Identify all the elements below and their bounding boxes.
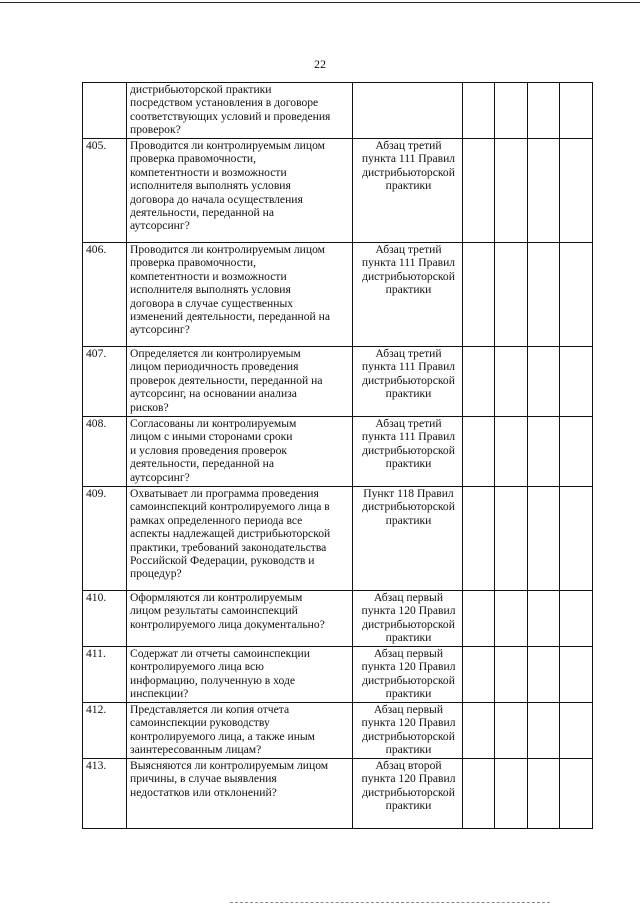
reference-line: Абзац третий: [375, 417, 442, 430]
answer-cell[interactable]: [528, 759, 560, 829]
question-line: контролируемого лица, а также иным: [130, 729, 316, 743]
answer-cell[interactable]: [528, 83, 560, 139]
reference-line: дистрибьюторской: [362, 373, 455, 387]
item-number: 412.: [83, 703, 127, 759]
reference-line: пункта 111 Правил: [361, 256, 456, 270]
question-line: рамках определенного периода все: [130, 513, 303, 527]
answer-cell[interactable]: [463, 139, 495, 243]
question-line: соответствующих условий и проведения: [130, 109, 331, 123]
answer-cell[interactable]: [560, 417, 593, 487]
question-cell: [127, 487, 353, 591]
question-line: Представляется ли копия отчета: [130, 703, 290, 716]
answer-cell[interactable]: [463, 243, 495, 347]
question-line: аутсорсинг?: [130, 323, 190, 337]
reference-line: практики: [385, 179, 432, 193]
question-line: информацию, полученную в ходе: [130, 673, 296, 687]
question-cell: [127, 243, 353, 347]
question-line: процедур?: [130, 567, 182, 581]
question-cell: [127, 83, 353, 139]
table-row: [83, 417, 593, 487]
answer-cell[interactable]: [560, 487, 593, 591]
answer-cell[interactable]: [495, 759, 528, 829]
answer-cell[interactable]: [463, 647, 495, 703]
question-line: аутсорсинг, на основании анализа: [130, 387, 297, 401]
reference-line: дистрибьюторской: [362, 729, 455, 743]
question-line: рисков?: [130, 400, 169, 414]
answer-cell[interactable]: [495, 417, 528, 487]
question-line: деятельности, переданной на: [130, 457, 275, 471]
question-line: контролируемого лица документально?: [130, 617, 325, 631]
table-row: [83, 703, 593, 759]
reference-line: Абзац третий: [375, 347, 442, 360]
answer-cell[interactable]: [560, 83, 593, 139]
reference-cell: [353, 703, 463, 759]
reference-line: Абзац третий: [375, 139, 442, 152]
question-line: недостатков или отклонений?: [130, 785, 277, 799]
question-cell: [127, 417, 353, 487]
item-number: 407.: [83, 347, 127, 417]
item-number: 406.: [83, 243, 127, 347]
reference-line: Абзац первый: [373, 703, 444, 716]
table-row: [83, 759, 593, 829]
reference-cell: [353, 591, 463, 647]
answer-cell[interactable]: [463, 487, 495, 591]
question-line: Оформляются ли контролируемым: [130, 591, 303, 604]
reference-cell: [353, 647, 463, 703]
question-line: проверка правомочности,: [130, 256, 257, 270]
answer-cell[interactable]: [495, 139, 528, 243]
reference-line: практики: [385, 457, 432, 471]
question-line: контролируемого лица всю: [130, 660, 264, 674]
answer-cell[interactable]: [528, 347, 560, 417]
question-line: Проводится ли контролируемым лицом: [130, 139, 325, 152]
reference-line: пункта 111 Правил: [361, 430, 456, 444]
item-number: 408.: [83, 417, 127, 487]
question-cell: [127, 759, 353, 829]
answer-cell[interactable]: [560, 139, 593, 243]
answer-cell[interactable]: [528, 591, 560, 647]
item-number: 405.: [83, 139, 127, 243]
item-number: 409.: [83, 487, 127, 591]
question-line: проверок деятельности, переданной на: [130, 373, 323, 387]
reference-line: пункта 120 Правил: [361, 716, 456, 730]
question-cell: [127, 139, 353, 243]
question-line: исполнителя выполнять условия: [130, 179, 291, 193]
question-line: причины, в случае выявления: [130, 772, 277, 786]
reference-line: пункта 111 Правил: [361, 360, 456, 374]
answer-cell[interactable]: [528, 139, 560, 243]
question-line: Согласованы ли контролируемым: [130, 417, 297, 430]
answer-cell[interactable]: [463, 347, 495, 417]
item-number: 411.: [83, 647, 127, 703]
page-number: 22: [314, 57, 326, 71]
question-line: практики, требований законодательства: [130, 540, 327, 554]
question-line: аутсорсинг?: [130, 219, 190, 233]
question-line: аутсорсинг?: [130, 470, 190, 484]
question-line: проверка правомочности,: [130, 152, 257, 166]
reference-line: дистрибьюторской: [362, 165, 455, 179]
question-line: изменений деятельности, переданной на: [130, 310, 330, 324]
reference-line: практики: [385, 513, 432, 527]
item-number: [83, 83, 127, 139]
table-row: [83, 139, 593, 243]
question-line: компетентности и возможности: [130, 269, 287, 283]
page-frame-top: [0, 2, 640, 3]
answer-cell[interactable]: [528, 487, 560, 591]
table-row: [83, 487, 593, 591]
reference-line: практики: [385, 387, 432, 401]
answer-cell[interactable]: [495, 487, 528, 591]
question-line: договора в случае существенных: [130, 296, 294, 310]
reference-cell: [353, 347, 463, 417]
question-line: Выясняются ли контролируемым лицом: [130, 759, 329, 772]
answer-cell[interactable]: [560, 759, 593, 829]
answer-cell[interactable]: [495, 703, 528, 759]
question-line: договора до начала осуществления: [130, 192, 303, 206]
reference-line: дистрибьюторской: [362, 269, 455, 283]
reference-line: дистрибьюторской: [362, 500, 455, 514]
reference-line: практики: [385, 283, 432, 297]
answer-cell[interactable]: [495, 243, 528, 347]
question-cell: [127, 647, 353, 703]
answer-cell[interactable]: [528, 647, 560, 703]
question-line: Российской Федерации, руководств и: [130, 554, 315, 568]
reference-line: дистрибьюторской: [362, 785, 455, 799]
question-cell: [127, 347, 353, 417]
question-line: исполнителя выполнять условия: [130, 283, 291, 297]
question-line: самоинспекций контролируемого лица в: [130, 500, 330, 514]
question-line: лицом с иными сторонами сроки: [130, 430, 293, 444]
reference-line: практики: [385, 687, 432, 701]
reference-line: практики: [385, 799, 432, 813]
table-row: [83, 591, 593, 647]
item-number: 413.: [83, 759, 127, 829]
question-line: Проводится ли контролируемым лицом: [130, 243, 325, 256]
question-line: посредством установления в договоре: [130, 96, 319, 110]
reference-line: дистрибьюторской: [362, 443, 455, 457]
question-line: дистрибьюторской практики: [130, 83, 272, 96]
reference-cell: [353, 759, 463, 829]
reference-cell: [353, 83, 463, 139]
reference-line: пункта 111 Правил: [361, 152, 456, 166]
reference-line: дистрибьюторской: [362, 673, 455, 687]
answer-cell[interactable]: [495, 647, 528, 703]
answer-cell[interactable]: [560, 703, 593, 759]
answer-cell[interactable]: [463, 703, 495, 759]
reference-cell: [353, 243, 463, 347]
answer-cell[interactable]: [528, 703, 560, 759]
reference-line: Абзац второй: [375, 759, 442, 772]
reference-line: дистрибьюторской: [362, 617, 455, 631]
answer-cell[interactable]: [560, 647, 593, 703]
reference-cell: [353, 417, 463, 487]
answer-cell[interactable]: [528, 417, 560, 487]
question-line: проверок?: [130, 123, 181, 137]
answer-cell[interactable]: [463, 759, 495, 829]
reference-line: Пункт 118 Правил: [363, 487, 454, 500]
answer-cell[interactable]: [495, 591, 528, 647]
question-cell: [127, 703, 353, 759]
question-cell: [127, 591, 353, 647]
reference-line: практики: [385, 743, 432, 757]
reference-line: Абзац первый: [373, 647, 444, 660]
answer-cell[interactable]: [560, 347, 593, 417]
table-row: [83, 347, 593, 417]
reference-line: Абзац третий: [375, 243, 442, 256]
answer-cell[interactable]: [495, 83, 528, 139]
reference-line: практики: [385, 631, 432, 645]
reference-cell: [353, 487, 463, 591]
question-line: деятельности, переданной на: [130, 206, 275, 220]
reference-line: пункта 120 Правил: [361, 604, 456, 618]
reference-line: пункта 120 Правил: [361, 772, 456, 786]
answer-cell[interactable]: [463, 83, 495, 139]
table-row: [83, 243, 593, 347]
answer-cell[interactable]: [560, 591, 593, 647]
question-line: инспекции?: [130, 687, 189, 701]
question-line: аспекты надлежащей дистрибьюторской: [130, 527, 331, 541]
question-line: Определяется ли контролируемым: [130, 347, 301, 360]
checklist-table: [82, 82, 593, 829]
question-line: лицом результаты самоинспекций: [130, 604, 298, 618]
question-line: компетентности и возможности: [130, 165, 287, 179]
reference-line: пункта 120 Правил: [361, 660, 456, 674]
question-line: заинтересованным лицам?: [130, 743, 262, 757]
table-row: [83, 647, 593, 703]
question-line: и условия проведения проверок: [130, 443, 287, 457]
item-number: 410.: [83, 591, 127, 647]
bottom-rule: [230, 902, 550, 903]
answer-cell[interactable]: [463, 417, 495, 487]
answer-cell[interactable]: [528, 243, 560, 347]
answer-cell[interactable]: [495, 347, 528, 417]
question-line: самоинспекции руководству: [130, 716, 270, 730]
table-row: [83, 83, 593, 139]
question-line: Охватывает ли программа проведения: [130, 487, 319, 500]
question-line: Содержат ли отчеты самоинспекции: [130, 647, 310, 660]
question-line: лицом периодичность проведения: [130, 360, 299, 374]
answer-cell[interactable]: [560, 243, 593, 347]
answer-cell[interactable]: [463, 591, 495, 647]
reference-cell: [353, 139, 463, 243]
reference-line: Абзац первый: [373, 591, 444, 604]
